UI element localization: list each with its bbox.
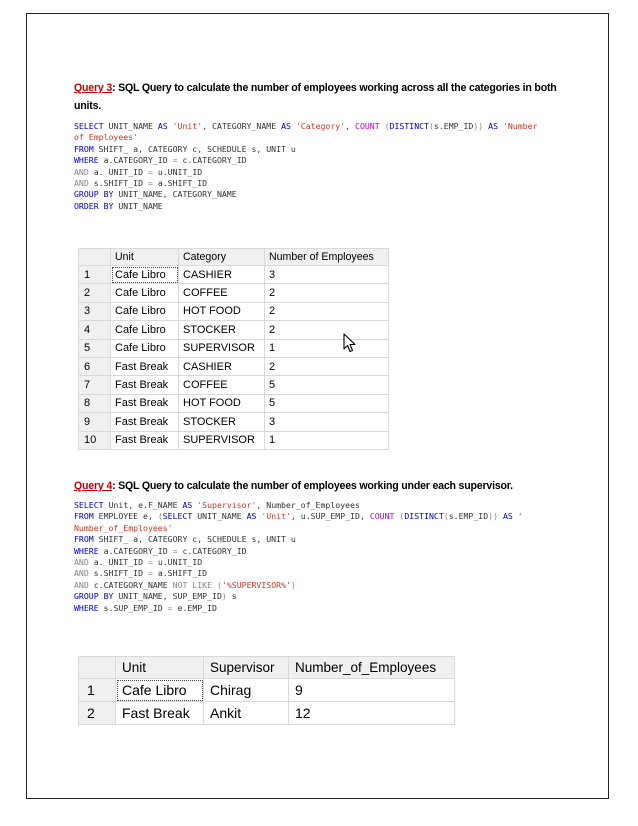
- column-header[interactable]: Number of Employees: [265, 249, 389, 266]
- table-cell[interactable]: HOT FOOD: [179, 394, 265, 412]
- table-cell[interactable]: Fast Break: [111, 413, 179, 431]
- table-cell[interactable]: Fast Break: [111, 357, 179, 375]
- table-cell[interactable]: Cafe Libro: [116, 679, 204, 702]
- sql-token: u.UNIT_ID: [152, 557, 203, 568]
- table-cell[interactable]: 5: [265, 376, 389, 394]
- sql-line: [74, 511, 604, 522]
- sql-token: UNIT_NAME: [113, 200, 163, 211]
- row-number-cell[interactable]: 1: [79, 679, 116, 702]
- table-cell[interactable]: 3: [265, 413, 389, 431]
- sql-token: s.SHIFT_ID: [88, 568, 148, 579]
- sql-token: , u.SUP_EMP_ID,: [290, 511, 370, 522]
- row-number-cell[interactable]: 1: [79, 266, 111, 284]
- sql-token: =: [167, 602, 173, 613]
- sql-token: a.SHIFT_ID: [152, 178, 208, 189]
- sql-token: 'Unit': [172, 121, 203, 131]
- table-cell[interactable]: Cafe Libro: [111, 302, 179, 320]
- table-cell[interactable]: COFFEE: [179, 284, 265, 302]
- sql-token: =: [147, 166, 153, 177]
- sql-token: WHERE: [74, 602, 99, 613]
- row-number-cell[interactable]: 6: [79, 357, 111, 375]
- table-row[interactable]: [79, 321, 389, 339]
- query3-heading: [74, 79, 594, 115]
- row-number-header[interactable]: [79, 249, 111, 266]
- query3-title-line1: : SQL Query to calculate the number of employees working across all the categories in both: [112, 82, 557, 94]
- sql-token: s.SUP_EMP_ID: [98, 602, 168, 613]
- sql-token: (: [428, 121, 434, 131]
- table-cell[interactable]: Chirag: [204, 679, 289, 702]
- column-header[interactable]: Unit: [111, 249, 179, 266]
- sql-token: , CATEGORY_NAME: [202, 121, 282, 131]
- sql-token: WHERE: [74, 545, 99, 556]
- sql-token: SELECT: [74, 121, 104, 131]
- sql-line: [74, 167, 604, 178]
- sql-token: e.EMP_ID: [172, 602, 217, 613]
- sql-token: COUNT: [369, 511, 395, 522]
- sql-line: [74, 591, 604, 602]
- table-cell[interactable]: SUPERVISOR: [179, 339, 265, 357]
- table-row[interactable]: [79, 702, 455, 725]
- sql-token: =: [172, 545, 178, 556]
- sql-line: [74, 201, 604, 212]
- sql-token: SELECT: [74, 500, 104, 510]
- sql-token: ': [517, 511, 523, 522]
- table-cell[interactable]: 2: [265, 321, 389, 339]
- table-row[interactable]: [79, 679, 455, 702]
- sql-line: [74, 603, 604, 614]
- sql-token: AS: [157, 121, 168, 131]
- sql-token: SELECT: [162, 511, 193, 522]
- table-cell[interactable]: Cafe Libro: [111, 266, 179, 284]
- table-row[interactable]: [79, 431, 389, 449]
- sql-line: [74, 144, 604, 155]
- table-cell[interactable]: 12: [289, 702, 455, 725]
- sql-token: AND: [74, 579, 89, 590]
- table-cell[interactable]: HOT FOOD: [179, 302, 265, 320]
- table-row[interactable]: [79, 376, 389, 394]
- column-header[interactable]: Unit: [116, 657, 204, 679]
- sql-line: [74, 580, 604, 591]
- sql-line: [74, 523, 604, 534]
- sql-token: (: [399, 511, 405, 522]
- query4-label: Query 4: [74, 480, 113, 492]
- sql-token: AND: [74, 568, 89, 579]
- sql-token: =: [147, 178, 153, 189]
- sql-token: 'Unit': [261, 511, 291, 522]
- query4-results-grid: [78, 656, 455, 725]
- sql-token: UNIT_NAME: [192, 511, 247, 522]
- sql-line: [74, 155, 604, 166]
- sql-line: [74, 534, 604, 545]
- sql-token: c.CATEGORY_ID: [177, 155, 247, 166]
- table-cell[interactable]: 2: [265, 302, 389, 320]
- query4-sql-code: [74, 500, 604, 614]
- table-row[interactable]: [79, 339, 389, 357]
- table-row[interactable]: [79, 284, 389, 302]
- sql-token: DISTINCT: [389, 121, 429, 131]
- sql-token: )): [488, 511, 499, 522]
- sql-token: AND: [74, 557, 89, 568]
- column-header[interactable]: Category: [179, 249, 265, 266]
- sql-line: [74, 178, 604, 189]
- sql-token: (: [157, 511, 163, 522]
- row-number-header[interactable]: [79, 657, 116, 679]
- table-cell[interactable]: CASHIER: [179, 357, 265, 375]
- sql-token: FROM: [74, 511, 94, 522]
- sql-token: UNIT_NAME, CATEGORY_NAME: [113, 189, 237, 200]
- sql-token: a. UNIT_ID: [88, 557, 148, 568]
- sql-token: a.SHIFT_ID: [152, 568, 208, 579]
- sql-line: [74, 568, 604, 579]
- sql-token: UNIT_NAME, SUP_EMP_ID: [113, 591, 222, 602]
- sql-token: =: [147, 557, 153, 568]
- table-cell[interactable]: Cafe Libro: [111, 284, 179, 302]
- sql-line: [74, 132, 604, 143]
- sql-token: Unit, e.F_NAME: [103, 500, 183, 510]
- row-number-cell[interactable]: 5: [79, 339, 111, 357]
- sql-line: [74, 557, 604, 568]
- sql-token: , Number_of_Employees: [256, 500, 360, 510]
- sql-token: ): [290, 579, 296, 590]
- row-number-cell[interactable]: 2: [79, 284, 111, 302]
- table-cell[interactable]: 3: [265, 266, 389, 284]
- row-number-cell[interactable]: 3: [79, 302, 111, 320]
- table-cell[interactable]: 9: [289, 679, 455, 702]
- sql-token: 'Supervisor': [197, 500, 257, 510]
- sql-line: [74, 500, 604, 511]
- sql-token: )): [473, 121, 484, 131]
- sql-token: ,: [345, 121, 356, 131]
- sql-token: AND: [74, 178, 89, 189]
- sql-token: AS: [182, 500, 193, 510]
- table-cell[interactable]: COFFEE: [179, 376, 265, 394]
- table-row[interactable]: [79, 357, 389, 375]
- sql-token: GROUP BY: [74, 189, 114, 200]
- table-cell[interactable]: 2: [265, 357, 389, 375]
- row-number-cell[interactable]: 10: [79, 431, 111, 449]
- sql-token: '%SUPERVISOR%': [221, 579, 291, 590]
- sql-token: EMPLOYEE e,: [93, 511, 158, 522]
- table-cell[interactable]: 2: [265, 284, 389, 302]
- row-number-cell[interactable]: 8: [79, 394, 111, 412]
- query4-title-line1: : SQL Query to calculate the number of employees working under each supervisor.: [112, 480, 513, 492]
- column-header[interactable]: Supervisor: [204, 657, 289, 679]
- table-cell[interactable]: 1: [265, 431, 389, 449]
- sql-token: (: [216, 579, 222, 590]
- sql-token: s.EMP_ID: [433, 121, 474, 131]
- row-number-cell[interactable]: 9: [79, 413, 111, 431]
- table-cell[interactable]: Ankit: [204, 702, 289, 725]
- sql-token: FROM: [74, 534, 94, 545]
- sql-token: Number_of_Employees': [74, 522, 173, 533]
- sql-token: a.CATEGORY_ID: [98, 545, 173, 556]
- sql-token: NOT LIKE: [172, 579, 213, 590]
- sql-token: s.EMP_ID: [448, 511, 489, 522]
- sql-line: [74, 189, 604, 200]
- sql-token: c.CATEGORY_ID: [177, 545, 247, 556]
- table-row[interactable]: [79, 413, 389, 431]
- sql-token: DISTINCT: [404, 511, 444, 522]
- sql-token: UNIT_NAME: [103, 121, 158, 131]
- table-row[interactable]: [79, 302, 389, 320]
- sql-token: AS: [246, 511, 257, 522]
- sql-token: s.SHIFT_ID: [88, 178, 148, 189]
- table-cell[interactable]: 1: [265, 339, 389, 357]
- table-cell[interactable]: Cafe Libro: [111, 339, 179, 357]
- sql-token: AS: [281, 121, 291, 131]
- sql-line: [74, 546, 604, 557]
- sql-token: ): [221, 591, 227, 602]
- sql-token: u.UNIT_ID: [152, 166, 203, 177]
- table-cell[interactable]: Fast Break: [116, 702, 204, 725]
- sql-token: AND: [74, 166, 89, 177]
- sql-token: FROM: [74, 143, 94, 154]
- sql-token: ORDER BY: [74, 200, 114, 211]
- table-cell[interactable]: SUPERVISOR: [179, 431, 265, 449]
- sql-token: of Employees': [74, 132, 139, 143]
- sql-token: a. UNIT_ID: [88, 166, 148, 177]
- sql-token: (: [443, 511, 449, 522]
- row-number-cell[interactable]: 2: [79, 702, 116, 725]
- table-cell[interactable]: Fast Break: [111, 376, 179, 394]
- table-cell[interactable]: STOCKER: [179, 321, 265, 339]
- sql-token: 'Category': [295, 121, 346, 131]
- table-row[interactable]: [79, 266, 389, 284]
- query4-heading: [74, 477, 594, 495]
- table-cell[interactable]: Cafe Libro: [111, 321, 179, 339]
- sql-token: COUNT: [355, 121, 380, 131]
- sql-token: 'Number: [502, 121, 538, 131]
- sql-token: SHIFT_ a, CATEGORY c, SCHEDULE s, UNIT u: [93, 534, 296, 545]
- query3-label: Query 3: [74, 82, 113, 94]
- table-cell[interactable]: STOCKER: [179, 413, 265, 431]
- sql-token: (: [384, 121, 390, 131]
- sql-line: [74, 121, 604, 132]
- sql-token: AS: [502, 511, 513, 522]
- query3-title-line2: units.: [74, 100, 102, 112]
- sql-token: =: [147, 568, 153, 579]
- sql-token: GROUP BY: [74, 591, 114, 602]
- table-cell[interactable]: Fast Break: [111, 431, 179, 449]
- sql-token: a.CATEGORY_ID: [98, 155, 173, 166]
- sql-token: s: [226, 591, 237, 602]
- sql-token: WHERE: [74, 155, 99, 166]
- table-cell[interactable]: Fast Break: [111, 394, 179, 412]
- table-row[interactable]: [79, 394, 389, 412]
- row-number-cell[interactable]: 4: [79, 321, 111, 339]
- query3-sql-code: [74, 121, 604, 212]
- sql-token: =: [172, 155, 178, 166]
- sql-token: SHIFT_ a, CATEGORY c, SCHEDULE s, UNIT u: [93, 143, 296, 154]
- table-cell[interactable]: CASHIER: [179, 266, 265, 284]
- table-cell[interactable]: 5: [265, 394, 389, 412]
- column-header[interactable]: Number_of_Employees: [289, 657, 455, 679]
- row-number-cell[interactable]: 7: [79, 376, 111, 394]
- mouse-pointer-icon: [343, 333, 357, 353]
- sql-token: c.CATEGORY_NAME: [88, 579, 173, 590]
- sql-token: AS: [488, 121, 499, 131]
